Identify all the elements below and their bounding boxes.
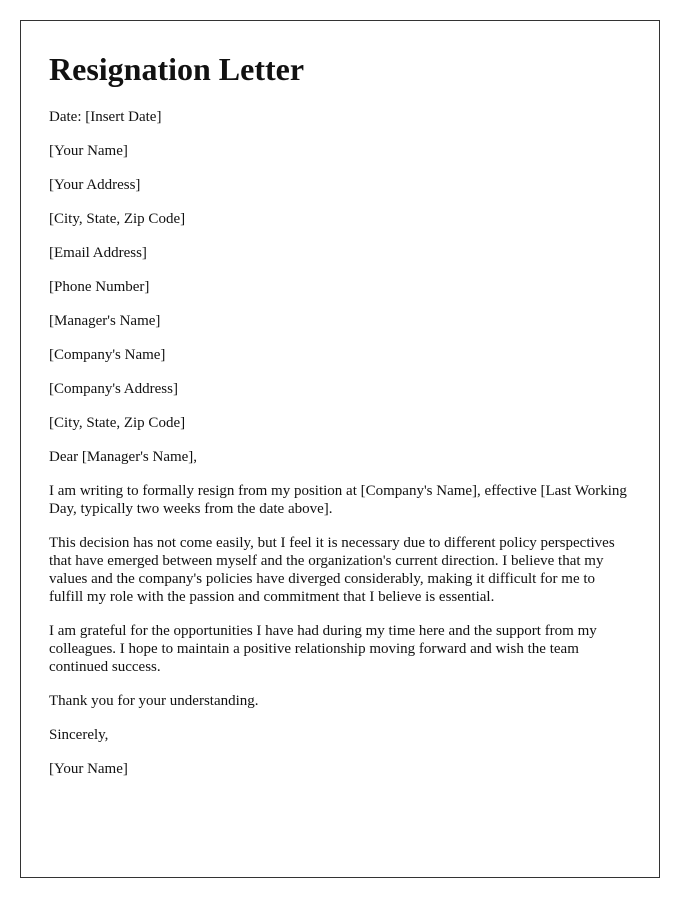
sender-phone: [Phone Number] xyxy=(49,279,150,295)
sender-email: [Email Address] xyxy=(49,245,147,261)
recipient-company-address: [Company's Address] xyxy=(49,381,178,397)
letter-title: Resignation Letter xyxy=(49,51,305,87)
sender-address: [Your Address] xyxy=(49,177,141,193)
date-line: Date: [Insert Date] xyxy=(49,109,162,125)
sender-name: [Your Name] xyxy=(49,143,128,159)
signature: [Your Name] xyxy=(49,761,128,777)
sender-city-state-zip: [City, State, Zip Code] xyxy=(49,211,186,227)
body-paragraph-resignation: I am writing to formally resign from my position at [Company's Name], effective [Last Working Day, typically two weeks from the date above]. xyxy=(49,483,627,517)
body-paragraph-gratitude: I am grateful for the opportunities I have had during my time here and the support from my colleagues. I hope to maintain a positive relationship moving forward and wish the team continued success. xyxy=(49,623,597,675)
salutation: Dear [Manager's Name], xyxy=(49,449,198,465)
recipient-company-name: [Company's Name] xyxy=(49,347,166,363)
letter-page xyxy=(20,20,660,878)
closing: Sincerely, xyxy=(49,727,109,743)
recipient-manager-name: [Manager's Name] xyxy=(49,313,161,329)
thanks-line: Thank you for your understanding. xyxy=(49,693,259,709)
body-paragraph-reason: This decision has not come easily, but I feel it is necessary due to different policy perspectives that have emerged between myself and the organization's current direction. I believe that my values and the company's policies have diverged considerably, making it difficult for me to fulfill my role with the passion and commitment that I believe is essential. xyxy=(49,535,615,605)
recipient-city-state-zip: [City, State, Zip Code] xyxy=(49,415,186,431)
